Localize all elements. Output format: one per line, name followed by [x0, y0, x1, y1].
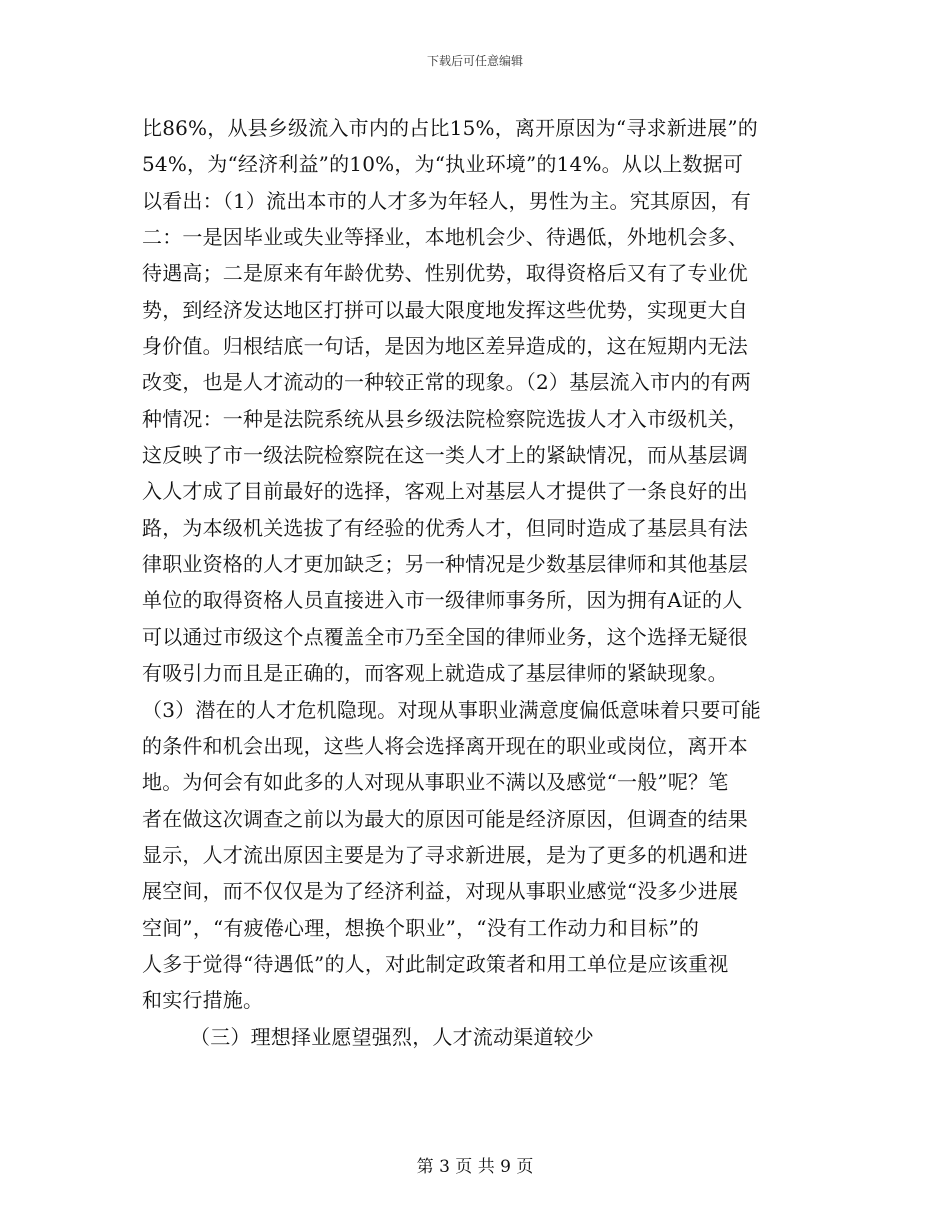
text-line: 改变，也是人才流动的一种较正常的现象。（2）基层流入市内的有两	[142, 370, 751, 395]
text-line: 势，到经济发达地区打拼可以最大限度地发挥这些优势，实现更大自	[142, 297, 748, 322]
page-footer: 第 3 页 共 9 页	[416, 1157, 534, 1177]
text-line: 地。为何会有如此多的人对现从事职业不满以及感觉“一般”呢？笔	[142, 770, 729, 795]
text-line: 者在做这次调查之前以为最大的原因可能是经济原因，但调查的结果	[142, 806, 748, 831]
text-line: 待遇高；二是原来有年龄优势、性别优势，取得资格后又有了专业优	[142, 261, 748, 286]
text-line: 展空间，而不仅仅是为了经济利益，对现从事职业感觉“没多少进展	[142, 879, 739, 904]
text-line: 可以通过市级这个点覆盖全市乃至全国的律师业务，这个选择无疑很	[142, 624, 748, 649]
text-line: 二：一是因毕业或失业等择业，本地机会少、待遇低，外地机会多、	[142, 225, 748, 250]
text-line: 的条件和机会出现，这些人将会选择离开现在的职业或岗位，离开本	[142, 733, 748, 758]
document-body	[142, 110, 818, 1055]
text-line: 54%，为“经济利益”的10%，为“执业环境”的14%。从以上数据可	[142, 152, 744, 177]
text-line: 以看出：（1）流出本市的人才多为年轻人，男性为主。究其原因，有	[142, 188, 751, 213]
page-header: 下载后可任意编辑	[426, 54, 523, 68]
text-line: （3）潜在的人才危机隐现。对现从事职业满意度偏低意味着只要可能	[142, 697, 761, 722]
text-line: 律职业资格的人才更加缺乏；另一种情况是少数基层律师和其他基层	[142, 552, 748, 577]
text-line: 入人才成了目前最好的选择，客观上对基层人才提供了一条良好的出	[142, 479, 748, 504]
text-line: 和实行措施。	[142, 988, 264, 1013]
text-line: 比86%，从县乡级流入市内的占比15%，离开原因为“寻求新进展”的	[142, 116, 758, 140]
text-line: 显示，人才流出原因主要是为了寻求新进展，是为了更多的机遇和进	[142, 842, 748, 867]
text-line: 有吸引力而且是正确的，而客观上就造成了基层律师的紧缺现象。	[142, 661, 728, 686]
section-heading: （三）理想择业愿望强烈，人才流动渠道较少	[190, 1024, 594, 1049]
text-line: 路，为本级机关选拔了有经验的优秀人才，但同时造成了基层具有法	[142, 515, 748, 540]
text-line: 身价值。归根结底一句话，是因为地区差异造成的，这在短期内无法	[142, 334, 748, 359]
text-line: 单位的取得资格人员直接进入市一级律师事务所，因为拥有A证的人	[142, 588, 743, 613]
text-line: 种情况：一种是法院系统从县乡级法院检察院选拔人才入市级机关，	[142, 406, 748, 431]
text-line: 人多于觉得“待遇低”的人，对此制定政策者和用工单位是应该重视	[142, 951, 729, 976]
text-line: 这反映了市一级法院检察院在这一类人才上的紧缺情况，而从基层调	[142, 443, 748, 468]
text-line: 空间”，“有疲倦心理，想换个职业”，“没有工作动力和目标”的	[142, 915, 700, 940]
